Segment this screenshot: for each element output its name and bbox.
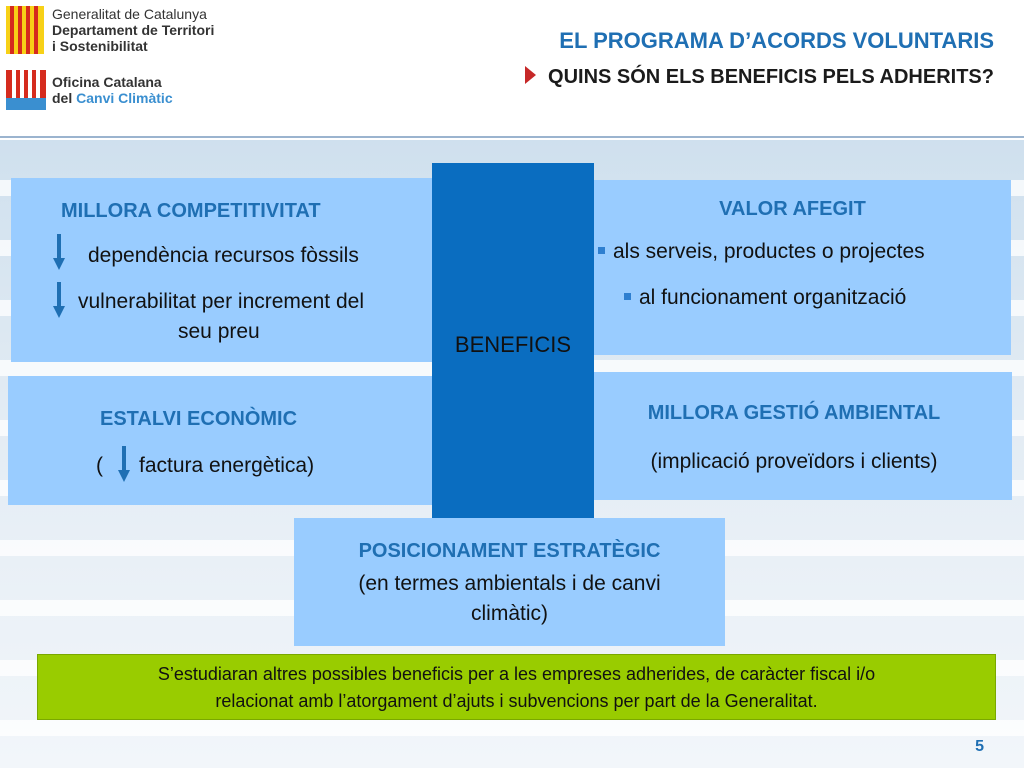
estalvi-text: factura energètica) <box>139 454 315 477</box>
down-arrow-icon <box>53 282 65 318</box>
office-line2 <box>52 90 173 106</box>
down-arrow-icon <box>118 446 130 482</box>
office-name <box>52 74 173 106</box>
gestio-box <box>594 372 1012 500</box>
page-subtitle <box>525 66 994 89</box>
competitivitat-item2-line1: vulnerabilitat per increment del <box>78 290 364 313</box>
org-line1: Generalitat de Catalunya <box>52 6 207 22</box>
posicionament-box <box>294 518 725 646</box>
posicionament-heading: POSICIONAMENT ESTRATÈGIC <box>358 540 661 562</box>
valor-bullet2 <box>624 286 906 310</box>
page-number: 5 <box>975 738 984 755</box>
header-divider <box>0 136 1024 138</box>
org-line3: i Sostenibilitat <box>52 38 148 54</box>
valor-bullet1 <box>598 240 925 264</box>
occ-logo <box>6 70 46 110</box>
estalvi-box <box>8 376 432 505</box>
gestio-heading: MILLORA GESTIÓ AMBIENTAL <box>647 402 941 424</box>
play-arrow-icon <box>525 66 536 84</box>
note-box <box>37 654 996 720</box>
gestio-text: (implicació proveïdors i clients) <box>650 450 938 473</box>
competitivitat-item1: dependència recursos fòssils <box>88 244 359 267</box>
valor-bullet2-text: al funcionament organització <box>639 286 907 309</box>
estalvi-heading: ESTALVI ECONÒMIC <box>100 408 298 430</box>
generalitat-logo <box>6 6 44 54</box>
office-line2-highlight: Canvi Climàtic <box>76 90 173 106</box>
valor-heading: VALOR AFEGIT <box>719 198 866 220</box>
posicionament-line2: climàtic) <box>471 602 548 625</box>
page-title: EL PROGRAMA D’ACORDS VOLUNTARIS <box>559 28 994 53</box>
org-line2: Departament de Territori <box>52 22 215 38</box>
competitivitat-item2-line2: seu preu <box>178 320 260 343</box>
competitivitat-heading: MILLORA COMPETITIVITAT <box>61 200 321 222</box>
estalvi-open-paren: ( <box>96 454 103 477</box>
posicionament-line1: (en termes ambientals i de canvi <box>358 572 661 595</box>
bullet-icon <box>624 293 631 300</box>
note-line2: relacionat amb l’atorgament d’ajuts i subvencions per part de la Generalitat. <box>215 691 818 711</box>
page-subtitle-text: QUINS SÓN ELS BENEFICIS PELS ADHERITS? <box>548 66 994 88</box>
note-text <box>38 655 995 715</box>
office-line1: Oficina Catalana <box>52 74 162 90</box>
org-name <box>52 6 214 54</box>
office-line2-prefix: del <box>52 90 77 106</box>
note-line1: S’estudiaran altres possibles beneficis per a les empreses adherides, de caràcter fiscal i/o <box>157 664 876 684</box>
competitivitat-box <box>11 178 432 362</box>
down-arrow-icon <box>53 234 65 270</box>
valor-box <box>594 180 1011 355</box>
center-label: BENEFICIS <box>454 332 572 357</box>
bullet-icon <box>598 247 605 254</box>
valor-bullet1-text: als serveis, productes o projectes <box>613 240 925 263</box>
